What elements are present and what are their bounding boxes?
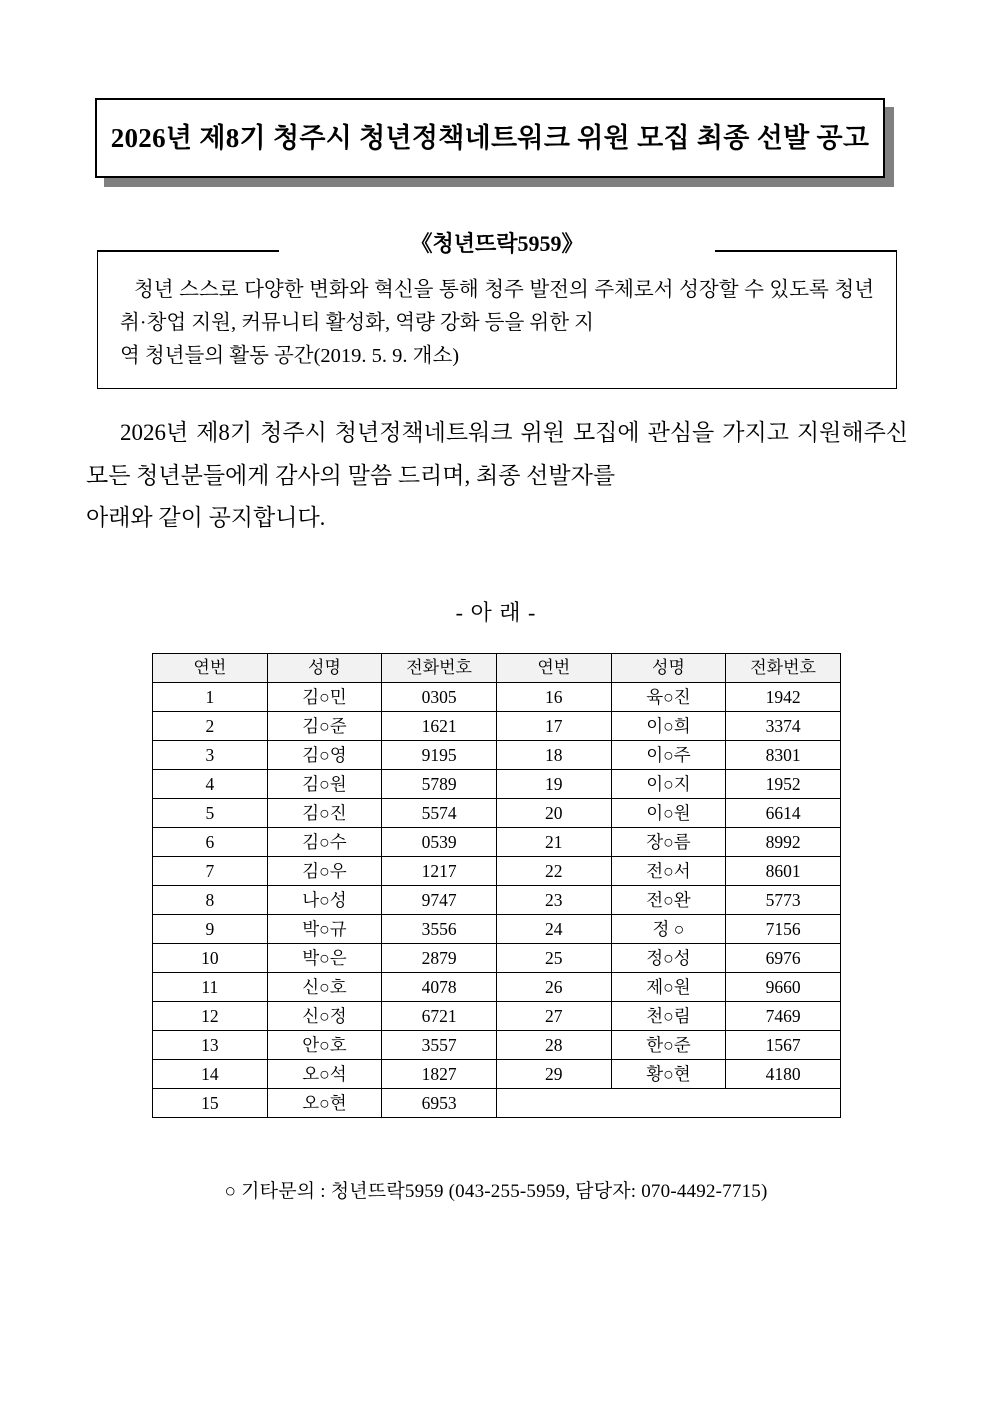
cell-name-left: 오○석 bbox=[267, 1060, 382, 1089]
cell-blank-merged bbox=[496, 1089, 840, 1118]
cell-name-right: 이○원 bbox=[611, 799, 726, 828]
footer-contact-line: ○ 기타문의 : 청년뜨락5959 (043-255-5959, 담당자: 070-4492-7715) bbox=[224, 1181, 768, 1202]
cell-no-left: 8 bbox=[153, 886, 268, 915]
table-row bbox=[153, 915, 841, 944]
cell-phone-left: 1621 bbox=[382, 712, 497, 741]
cell-no-left: 6 bbox=[153, 828, 268, 857]
cell-no-left: 15 bbox=[153, 1089, 268, 1118]
cell-name-left: 김○영 bbox=[267, 741, 382, 770]
cell-name-right: 천○림 bbox=[611, 1002, 726, 1031]
table-row bbox=[153, 1031, 841, 1060]
definition-line-1: 청년 스스로 다양한 변화와 혁신을 통해 청주 발전의 주체로서 성장할 bbox=[134, 279, 739, 301]
cell-name-left: 김○민 bbox=[267, 683, 382, 712]
cell-no-left: 2 bbox=[153, 712, 268, 741]
cell-no-right: 27 bbox=[496, 1002, 611, 1031]
cell-phone-left: 0305 bbox=[382, 683, 497, 712]
cell-no-left: 9 bbox=[153, 915, 268, 944]
cell-no-left: 5 bbox=[153, 799, 268, 828]
page-title: 2026년 제8기 청주시 청년정책네트워크 위원 모집 최종 선발 공고 bbox=[110, 122, 870, 153]
column-header-name-right: 성명 bbox=[611, 654, 726, 683]
cell-phone-right: 1942 bbox=[726, 683, 841, 712]
cell-phone-right: 1567 bbox=[726, 1031, 841, 1060]
cell-no-right: 26 bbox=[496, 973, 611, 1002]
cell-no-left: 10 bbox=[153, 944, 268, 973]
cell-no-right: 24 bbox=[496, 915, 611, 944]
cell-no-left: 3 bbox=[153, 741, 268, 770]
title-banner-box bbox=[95, 98, 885, 178]
cell-no-right: 17 bbox=[496, 712, 611, 741]
cell-name-left: 나○성 bbox=[267, 886, 382, 915]
intro-paragraph bbox=[86, 412, 908, 540]
table-row bbox=[153, 973, 841, 1002]
definition-box-body bbox=[120, 274, 874, 374]
cell-name-left: 김○우 bbox=[267, 857, 382, 886]
cell-phone-left: 3556 bbox=[382, 915, 497, 944]
cell-no-right: 18 bbox=[496, 741, 611, 770]
cell-no-left: 1 bbox=[153, 683, 268, 712]
cell-phone-right: 8301 bbox=[726, 741, 841, 770]
table-row bbox=[153, 770, 841, 799]
cell-name-right: 육○진 bbox=[611, 683, 726, 712]
table-row bbox=[153, 683, 841, 712]
table-row bbox=[153, 1060, 841, 1089]
table-row bbox=[153, 828, 841, 857]
definition-box-heading: 《청년뜨락5959》 bbox=[410, 231, 584, 256]
cell-phone-left: 4078 bbox=[382, 973, 497, 1002]
roster-table-body bbox=[153, 683, 841, 1118]
cell-name-right: 이○지 bbox=[611, 770, 726, 799]
cell-phone-left: 9747 bbox=[382, 886, 497, 915]
table-row bbox=[153, 799, 841, 828]
cell-name-right: 한○준 bbox=[611, 1031, 726, 1060]
cell-name-left: 박○은 bbox=[267, 944, 382, 973]
column-header-no-left: 연번 bbox=[153, 654, 268, 683]
cell-phone-right: 5773 bbox=[726, 886, 841, 915]
cell-phone-right: 1952 bbox=[726, 770, 841, 799]
cell-phone-right: 8992 bbox=[726, 828, 841, 857]
cell-name-left: 김○진 bbox=[267, 799, 382, 828]
cell-no-right: 19 bbox=[496, 770, 611, 799]
table-row bbox=[153, 886, 841, 915]
table-row bbox=[153, 1002, 841, 1031]
cell-name-left: 박○규 bbox=[267, 915, 382, 944]
cell-no-left: 4 bbox=[153, 770, 268, 799]
cell-name-right: 제○원 bbox=[611, 973, 726, 1002]
cell-name-right: 전○완 bbox=[611, 886, 726, 915]
table-row bbox=[153, 944, 841, 973]
cell-no-right: 25 bbox=[496, 944, 611, 973]
column-header-phone-right: 전화번호 bbox=[726, 654, 841, 683]
roster-table-wrapper bbox=[152, 653, 840, 1118]
cell-name-right: 전○서 bbox=[611, 857, 726, 886]
cell-phone-right: 6614 bbox=[726, 799, 841, 828]
table-row bbox=[153, 741, 841, 770]
definition-line-3: 역 청년들의 활동 공간(2019. 5. 9. 개소) bbox=[120, 345, 460, 368]
cell-name-left: 신○정 bbox=[267, 1002, 382, 1031]
cell-no-left: 11 bbox=[153, 973, 268, 1002]
cell-no-right: 22 bbox=[496, 857, 611, 886]
cell-no-right: 21 bbox=[496, 828, 611, 857]
cell-phone-left: 5574 bbox=[382, 799, 497, 828]
table-row bbox=[153, 712, 841, 741]
title-banner bbox=[95, 98, 885, 178]
cell-phone-right: 4180 bbox=[726, 1060, 841, 1089]
roster-table-head bbox=[153, 654, 841, 683]
cell-phone-right: 7156 bbox=[726, 915, 841, 944]
cell-name-right: 정○성 bbox=[611, 944, 726, 973]
cell-phone-left: 3557 bbox=[382, 1031, 497, 1060]
column-header-no-right: 연번 bbox=[496, 654, 611, 683]
intro-line-2: 지원해주신 모든 청년분들에게 감사의 말씀 드리며, 최종 선발자를 bbox=[86, 420, 909, 488]
cell-name-left: 안○호 bbox=[267, 1031, 382, 1060]
table-row bbox=[153, 1089, 841, 1118]
roster-table bbox=[152, 653, 841, 1118]
intro-line-3: 아래와 같이 공지합니다. bbox=[86, 505, 326, 531]
cell-name-left: 김○원 bbox=[267, 770, 382, 799]
cell-phone-right: 7469 bbox=[726, 1002, 841, 1031]
below-divider-label: - 아 래 - bbox=[455, 600, 537, 625]
cell-phone-left: 1217 bbox=[382, 857, 497, 886]
table-header-row bbox=[153, 654, 841, 683]
cell-no-right: 20 bbox=[496, 799, 611, 828]
column-header-phone-left: 전화번호 bbox=[382, 654, 497, 683]
cell-phone-right: 9660 bbox=[726, 973, 841, 1002]
cell-name-left: 김○준 bbox=[267, 712, 382, 741]
cell-no-left: 13 bbox=[153, 1031, 268, 1060]
cell-no-left: 12 bbox=[153, 1002, 268, 1031]
cell-name-right: 장○름 bbox=[611, 828, 726, 857]
cell-phone-left: 2879 bbox=[382, 944, 497, 973]
cell-no-right: 16 bbox=[496, 683, 611, 712]
cell-phone-left: 5789 bbox=[382, 770, 497, 799]
cell-name-left: 오○현 bbox=[267, 1089, 382, 1118]
cell-phone-left: 6953 bbox=[382, 1089, 497, 1118]
cell-no-left: 7 bbox=[153, 857, 268, 886]
cell-no-right: 28 bbox=[496, 1031, 611, 1060]
definition-line-2: 수 있도록 청년 취·창업 지원, 커뮤니티 활성화, 역량 강화 등을 위한 지 bbox=[120, 279, 874, 335]
cell-phone-left: 1827 bbox=[382, 1060, 497, 1089]
cell-phone-left: 9195 bbox=[382, 741, 497, 770]
cell-no-right: 23 bbox=[496, 886, 611, 915]
cell-phone-left: 6721 bbox=[382, 1002, 497, 1031]
cell-name-right: 정 ○ bbox=[611, 915, 726, 944]
column-header-name-left: 성명 bbox=[267, 654, 382, 683]
cell-phone-left: 0539 bbox=[382, 828, 497, 857]
cell-name-left: 김○수 bbox=[267, 828, 382, 857]
cell-name-right: 이○주 bbox=[611, 741, 726, 770]
cell-name-right: 황○현 bbox=[611, 1060, 726, 1089]
cell-no-right: 29 bbox=[496, 1060, 611, 1089]
cell-phone-right: 8601 bbox=[726, 857, 841, 886]
definition-box bbox=[97, 250, 897, 389]
cell-no-left: 14 bbox=[153, 1060, 268, 1089]
table-row bbox=[153, 857, 841, 886]
cell-name-right: 이○희 bbox=[611, 712, 726, 741]
cell-phone-right: 6976 bbox=[726, 944, 841, 973]
cell-phone-right: 3374 bbox=[726, 712, 841, 741]
cell-name-left: 신○호 bbox=[267, 973, 382, 1002]
intro-line-1: 2026년 제8기 청주시 청년정책네트워크 위원 모집에 관심을 가지고 bbox=[120, 420, 789, 445]
